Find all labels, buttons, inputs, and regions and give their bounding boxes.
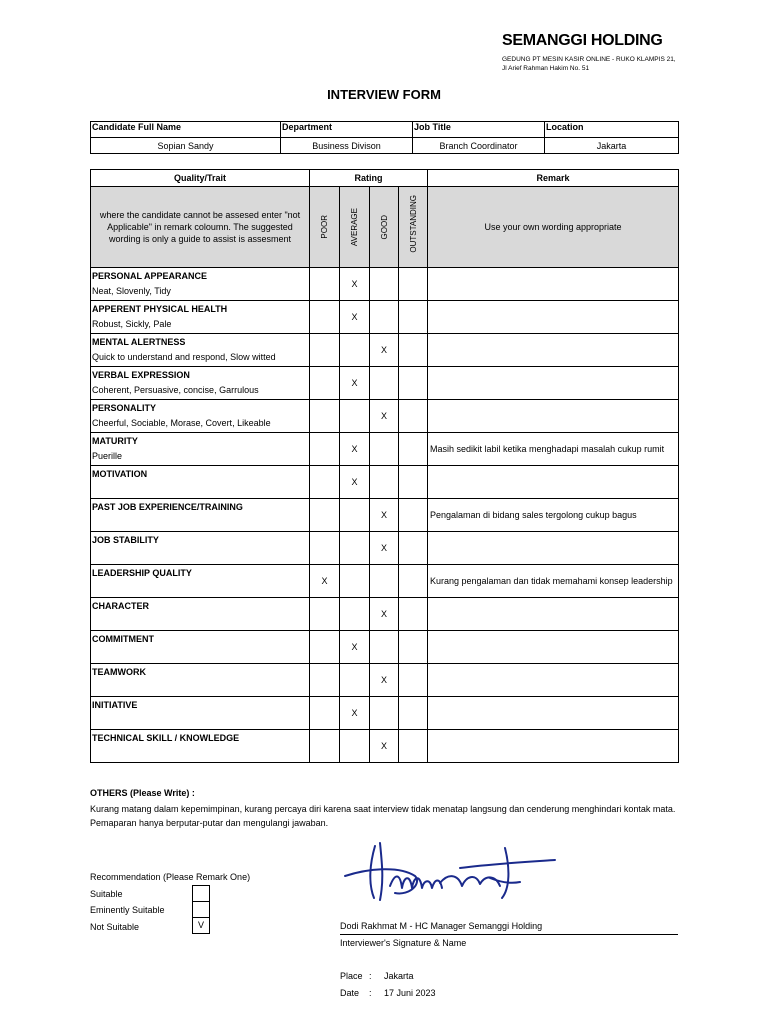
option-eminently-suitable-label: Eminently Suitable: [90, 905, 165, 915]
rating-cell[interactable]: [399, 301, 428, 334]
rating-label-average: AVERAGE: [350, 207, 359, 247]
trait-rating-table: [90, 169, 679, 763]
rating-cell[interactable]: [310, 631, 340, 664]
company-name: SEMANGGI HOLDING: [502, 32, 663, 49]
rating-cell[interactable]: [370, 697, 399, 730]
rating-label-outstanding: OUTSTANDING: [408, 195, 418, 253]
trait-name: MOTIVATION: [92, 469, 148, 479]
trait-name: TEAMWORK: [92, 667, 146, 677]
rating-cell[interactable]: [310, 532, 340, 565]
rating-cell[interactable]: [399, 499, 428, 532]
trait-name: LEADERSHIP QUALITY: [92, 568, 192, 578]
date-colon: :: [369, 988, 372, 998]
trait-row: [91, 334, 679, 367]
trait-row: [91, 730, 679, 763]
rating-cell[interactable]: [310, 334, 340, 367]
rating-cell[interactable]: [310, 301, 340, 334]
recommendation-title: Recommendation (Please Remark One): [90, 872, 251, 882]
remark-cell[interactable]: [428, 334, 679, 367]
rating-cell[interactable]: [370, 301, 399, 334]
remark-cell[interactable]: [428, 730, 679, 763]
trait-name: PERSONALITY: [92, 403, 157, 413]
trait-name: INITIATIVE: [92, 700, 138, 710]
trait-row: [91, 598, 679, 631]
rating-cell[interactable]: [310, 466, 340, 499]
job-title-value: Branch Coordinator: [413, 138, 545, 154]
rating-cell[interactable]: [399, 664, 428, 697]
rating-cell[interactable]: X: [370, 334, 399, 367]
rating-cell[interactable]: [399, 400, 428, 433]
remark-cell[interactable]: [428, 400, 679, 433]
rating-cell[interactable]: X: [370, 499, 399, 532]
interviewer-signature: [340, 838, 560, 908]
rating-cell[interactable]: X: [340, 268, 370, 301]
trait-cell: [91, 433, 310, 466]
option-suitable-checkbox[interactable]: [192, 885, 210, 902]
trait-name: TECHNICAL SKILL / KNOWLEDGE: [92, 733, 240, 743]
department-label: Department: [281, 122, 413, 138]
rating-cell[interactable]: [340, 334, 370, 367]
rating-cell[interactable]: [340, 499, 370, 532]
trait-row: [91, 433, 679, 466]
trait-row: [91, 466, 679, 499]
rating-cell[interactable]: X: [340, 631, 370, 664]
assessment-instructions: where the candidate cannot be assesed enter "not Applicable" in remark coloumn. The suggested wording is only a guide to assist is assesment: [91, 187, 310, 268]
company-address-line1: GEDUNG PT MESIN KASIR ONLINE - RUKO KLAMPIS 21,: [502, 56, 676, 63]
trait-description: Cheerful, Sociable, Morase, Covert, Likeable: [92, 418, 271, 428]
date-label: Date: [340, 988, 360, 998]
candidate-info-table: [90, 121, 679, 154]
rating-cell[interactable]: [370, 268, 399, 301]
trait-cell: [91, 631, 310, 664]
remark-hint: Use your own wording appropriate: [428, 187, 679, 268]
rating-cell[interactable]: [399, 433, 428, 466]
trait-name: CHARACTER: [92, 601, 149, 611]
remark-header: Remark: [428, 170, 679, 187]
rating-cell[interactable]: [370, 433, 399, 466]
trait-name: APPERENT PHYSICAL HEALTH: [92, 304, 228, 314]
rating-cell[interactable]: [399, 631, 428, 664]
place-colon: :: [369, 971, 372, 981]
trait-name: MATURITY: [92, 436, 138, 446]
trait-cell: [91, 730, 310, 763]
trait-cell: [91, 499, 310, 532]
trait-cell: [91, 598, 310, 631]
others-text: [90, 802, 690, 830]
trait-row: [91, 631, 679, 664]
trait-name: PERSONAL APPEARANCE: [92, 271, 208, 281]
rating-cell[interactable]: X: [370, 400, 399, 433]
option-suitable-label: Suitable: [90, 889, 123, 899]
rating-cell[interactable]: X: [340, 466, 370, 499]
remark-cell[interactable]: [428, 697, 679, 730]
trait-name: PAST JOB EXPERIENCE/TRAINING: [92, 502, 243, 512]
rating-cell[interactable]: [340, 532, 370, 565]
rating-cell[interactable]: X: [370, 598, 399, 631]
candidate-name-value: Sopian Sandy: [91, 138, 281, 154]
rating-cell[interactable]: [310, 268, 340, 301]
trait-description: Coherent, Persuasive, concise, Garrulous: [92, 385, 259, 395]
trait-cell: [91, 334, 310, 367]
rating-cell[interactable]: X: [370, 664, 399, 697]
remark-cell[interactable]: [428, 367, 679, 400]
company-address-line2: Jl Arief Rahman Hakim No. 51: [502, 65, 590, 72]
remark-cell[interactable]: [428, 631, 679, 664]
interviewer-name: Dodi Rakhmat M - HC Manager Semanggi Holding: [340, 921, 543, 931]
rating-cell[interactable]: [310, 367, 340, 400]
trait-row: [91, 499, 679, 532]
remark-cell[interactable]: [428, 466, 679, 499]
remark-cell[interactable]: [428, 598, 679, 631]
rating-cell[interactable]: [310, 499, 340, 532]
quality-trait-header: Quality/Trait: [91, 170, 310, 187]
place-value: Jakarta: [384, 971, 414, 981]
trait-cell: [91, 301, 310, 334]
department-value: Business Divison: [281, 138, 413, 154]
rating-cell[interactable]: [340, 664, 370, 697]
rating-cell[interactable]: X: [370, 730, 399, 763]
rating-label-good: GOOD: [379, 214, 389, 240]
remark-cell[interactable]: [428, 268, 679, 301]
remark-cell[interactable]: Pengalaman di bidang sales tergolong cukup bagus: [428, 499, 679, 532]
trait-cell: [91, 268, 310, 301]
rating-cell[interactable]: [370, 367, 399, 400]
rating-cell[interactable]: X: [340, 367, 370, 400]
form-title: INTERVIEW FORM: [327, 87, 441, 102]
trait-cell: [91, 367, 310, 400]
trait-row: [91, 565, 679, 598]
rating-cell[interactable]: X: [370, 532, 399, 565]
trait-row: [91, 367, 679, 400]
trait-cell: [91, 466, 310, 499]
trait-cell: [91, 697, 310, 730]
trait-description: Puerille: [92, 451, 123, 461]
option-not-suitable-label: Not Suitable: [90, 922, 140, 932]
rating-cell[interactable]: [399, 367, 428, 400]
job-title-label: Job Title: [413, 122, 545, 138]
rating-cell[interactable]: [340, 598, 370, 631]
rating-cell[interactable]: [399, 730, 428, 763]
others-line-1: Kurang matang dalam kepemimpinan, kurang percaya diri karena saat interview tidak menatap langsung dan cenderung menghindari kontak mata.: [90, 804, 676, 814]
rating-cell[interactable]: [370, 631, 399, 664]
remark-cell[interactable]: Kurang pengalaman dan tidak memahami konsep leadership: [428, 565, 679, 598]
trait-row: [91, 532, 679, 565]
rating-cell[interactable]: [399, 697, 428, 730]
option-eminently-suitable-checkbox[interactable]: [192, 901, 210, 918]
rating-cell[interactable]: [310, 433, 340, 466]
trait-cell: [91, 565, 310, 598]
location-value: Jakarta: [545, 138, 679, 154]
rating-cell[interactable]: [340, 730, 370, 763]
signature-label: Interviewer's Signature & Name: [340, 938, 467, 948]
trait-description: Neat, Slovenly, Tidy: [92, 286, 171, 296]
rating-cell[interactable]: [399, 466, 428, 499]
rating-cell[interactable]: [399, 598, 428, 631]
rating-cell[interactable]: X: [340, 433, 370, 466]
option-not-suitable-checkbox[interactable]: V: [192, 917, 210, 934]
rating-cell[interactable]: X: [340, 697, 370, 730]
date-value: 17 Juni 2023: [384, 988, 436, 998]
trait-row: [91, 400, 679, 433]
rating-label-poor: POOR: [320, 215, 329, 239]
others-title: OTHERS (Please Write) :: [90, 788, 195, 798]
rating-cell[interactable]: X: [340, 301, 370, 334]
trait-cell: [91, 532, 310, 565]
rating-cell[interactable]: [399, 268, 428, 301]
rating-cell[interactable]: [399, 532, 428, 565]
rating-cell[interactable]: [370, 466, 399, 499]
remark-cell[interactable]: [428, 664, 679, 697]
trait-name: MENTAL ALERTNESS: [92, 337, 186, 347]
trait-name: COMMITMENT: [92, 634, 154, 644]
trait-cell: [91, 400, 310, 433]
rating-cell[interactable]: [399, 334, 428, 367]
trait-description: Quick to understand and respond, Slow witted: [92, 352, 276, 362]
rating-cell[interactable]: [310, 400, 340, 433]
trait-name: JOB STABILITY: [92, 535, 159, 545]
trait-row: [91, 301, 679, 334]
location-label: Location: [545, 122, 679, 138]
trait-description: Robust, Sickly, Pale: [92, 319, 172, 329]
trait-row: [91, 268, 679, 301]
rating-cell[interactable]: [310, 697, 340, 730]
trait-row: [91, 697, 679, 730]
remark-cell[interactable]: Masih sedikit labil ketika menghadapi masalah cukup rumit: [428, 433, 679, 466]
rating-cell[interactable]: [370, 565, 399, 598]
rating-cell[interactable]: [310, 598, 340, 631]
rating-header: Rating: [310, 170, 428, 187]
trait-cell: [91, 664, 310, 697]
others-line-2: Pemaparan hanya berputar-putar dan mengulangi jawaban.: [90, 818, 329, 828]
rating-cell[interactable]: [310, 730, 340, 763]
remark-cell[interactable]: [428, 301, 679, 334]
signature-line: [340, 934, 678, 935]
rating-cell[interactable]: [310, 664, 340, 697]
trait-row: [91, 664, 679, 697]
rating-cell[interactable]: [340, 565, 370, 598]
rating-cell[interactable]: [340, 400, 370, 433]
rating-cell[interactable]: X: [310, 565, 340, 598]
candidate-name-label: Candidate Full Name: [91, 122, 281, 138]
place-label: Place: [340, 971, 363, 981]
trait-name: VERBAL EXPRESSION: [92, 370, 190, 380]
rating-cell[interactable]: [399, 565, 428, 598]
remark-cell[interactable]: [428, 532, 679, 565]
